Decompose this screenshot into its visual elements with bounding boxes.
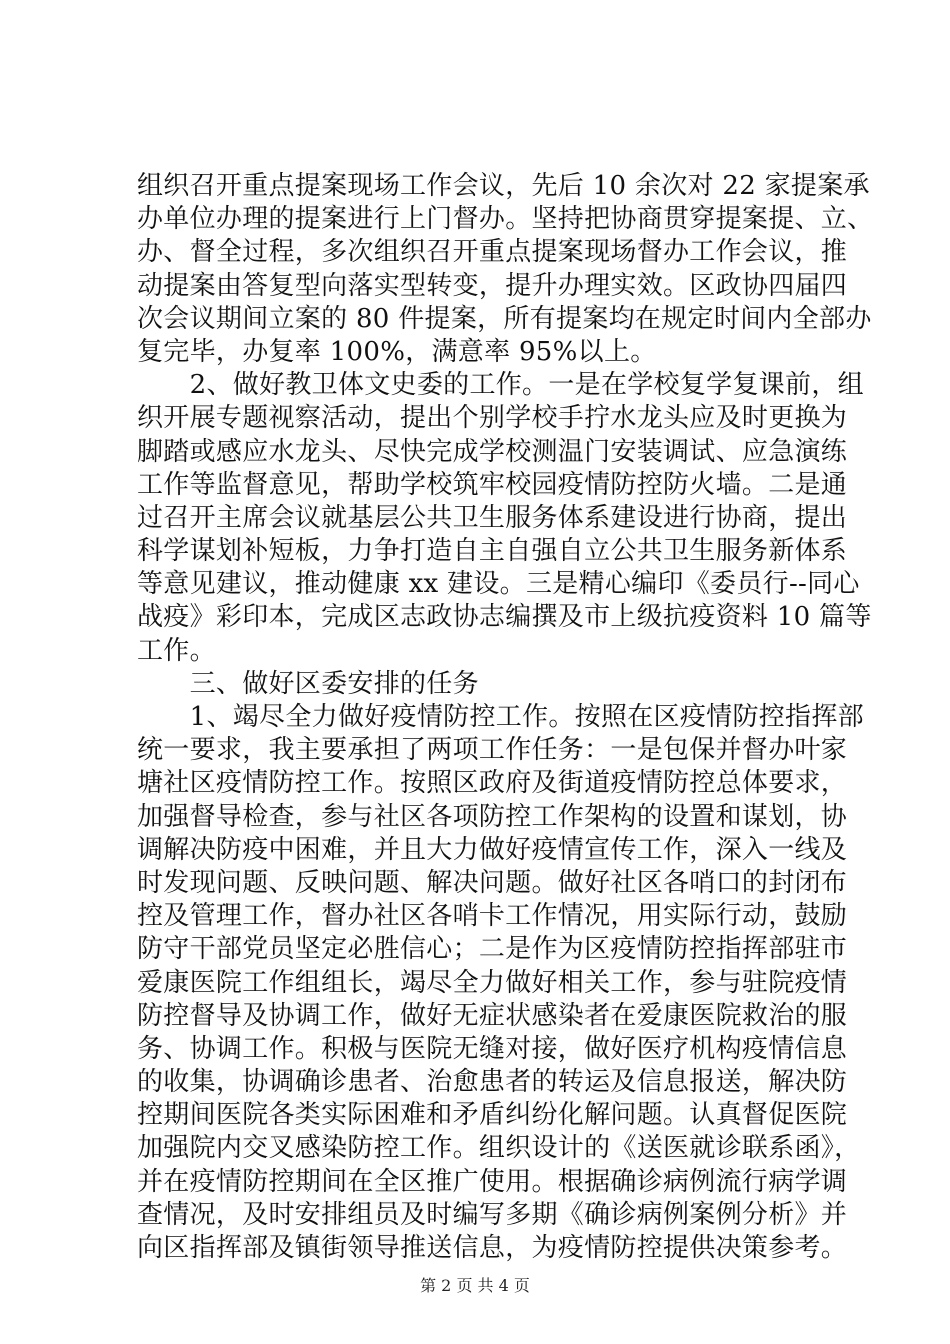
- text-line: 统一要求，我主要承担了两项工作任务：一是包保并督办叶家: [137, 735, 848, 766]
- text-line: 等意见建议，推动健康 xx 建设。三是精心编印《委员行--同心: [137, 569, 860, 600]
- text-line: 调解决防疫中困难，并且大力做好疫情宣传工作，深入一线及: [137, 834, 848, 865]
- text-line: 向区指挥部及镇街领导推送信息，为疫情防控提供决策参考。: [137, 1233, 848, 1263]
- text-line: 脚踏或感应水龙头、尽快完成学校测温门安装调试、应急演练: [137, 436, 848, 467]
- text-line: 复完毕，办复率 100%，满意率 95%以上。: [137, 336, 657, 367]
- text-line: 2、做好教卫体文史委的工作。一是在学校复学复课前，组: [137, 370, 864, 401]
- text-line: 办、督全过程，多次组织召开重点提案现场督办工作会议，推: [137, 237, 848, 268]
- text-line: 科学谋划补短板，力争打造自主自强自立公共卫生服务新体系: [137, 536, 848, 567]
- text-line: 的收集，协调确诊患者、治愈患者的转运及信息报送，解决防: [137, 1067, 848, 1098]
- text-line: 并在疫情防控期间在全区推广使用。根据确诊病例流行病学调: [137, 1166, 848, 1197]
- text-line: 时发现问题、反映问题、解决问题。做好社区各哨口的封闭布: [137, 867, 848, 898]
- text-line: 三、做好区委安排的任务: [137, 668, 479, 699]
- text-line: 组织召开重点提案现场工作会议，先后 10 余次对 22 家提案承: [137, 171, 870, 201]
- text-line: 防守干部党员坚定必胜信心；二是作为区疫情防控指挥部驻市: [137, 934, 848, 965]
- page-footer: 第 2 页 共 4 页: [420, 1276, 530, 1295]
- text-line: 办单位办理的提案进行上门督办。坚持把协商贯穿提案提、立、: [137, 204, 874, 235]
- text-line: 工作等监督意见，帮助学校筑牢校园疫情防控防火墙。二是通: [137, 469, 848, 500]
- text-line: 动提案由答复型向落实型转变，提升办理实效。区政协四届四: [137, 270, 848, 301]
- text-line: 织开展专题视察活动，提出个别学校手拧水龙头应及时更换为: [137, 403, 848, 434]
- text-line: 加强督导检查，参与社区各项防控工作架构的设置和谋划，协: [137, 801, 848, 832]
- body-text: [137, 170, 874, 1265]
- text-line: 1、竭尽全力做好疫情防控工作。按照在区疫情防控指挥部: [137, 702, 864, 732]
- text-line: 控及管理工作，督办社区各哨卡工作情况，用实际行动，鼓励: [137, 901, 848, 932]
- text-line: 防控督导及协调工作，做好无症状感染者在爱康医院救治的服: [137, 1000, 848, 1031]
- text-line: 工作。: [137, 635, 216, 666]
- text-line: 务、协调工作。积极与医院无缝对接，做好医疗机构疫情信息: [137, 1033, 848, 1064]
- text-line: 加强院内交叉感染防控工作。组织设计的《送医就诊联系函》，: [137, 1133, 861, 1164]
- text-line: 次会议期间立案的 80 件提案，所有提案均在规定时间内全部办: [137, 303, 872, 334]
- text-line: 战疫》彩印本，完成区志政协志编撰及市上级抗疫资料 10 篇等: [137, 602, 872, 633]
- text-line: 塘社区疫情防控工作。按照区政府及街道疫情防控总体要求，: [137, 768, 848, 799]
- text-line: 控期间医院各类实际困难和矛盾纠纷化解问题。认真督促医院: [137, 1100, 848, 1131]
- text-line: 查情况，及时安排组员及时编写多期《确诊病例案例分析》并: [137, 1199, 848, 1230]
- text-line: 爱康医院工作组组长，竭尽全力做好相关工作，参与驻院疫情: [137, 967, 848, 998]
- text-line: 过召开主席会议就基层公共卫生服务体系建设进行协商，提出: [137, 502, 848, 533]
